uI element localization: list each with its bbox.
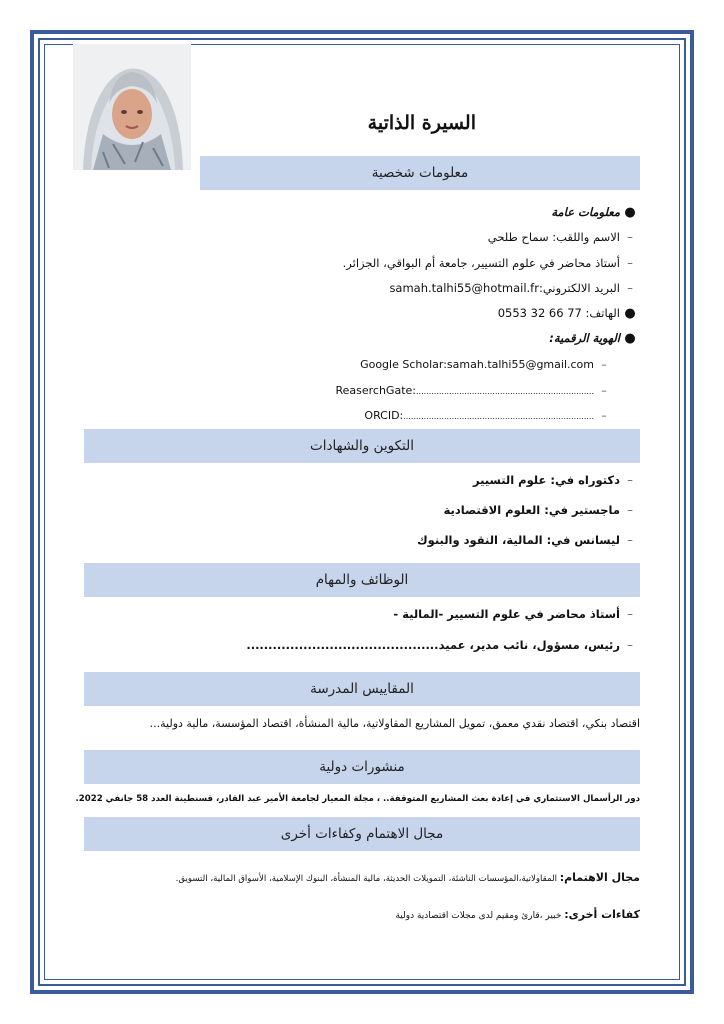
degree-value: المالية، النقود والبنوك: [417, 533, 547, 547]
section-header-education: التكوين والشهادات: [84, 429, 640, 463]
interest-item: [176, 870, 640, 884]
phone-label: الهاتف:: [585, 306, 620, 320]
email-item: [389, 281, 640, 295]
dash-icon: –: [627, 638, 633, 652]
job-item: [393, 607, 640, 621]
dash-icon: –: [627, 473, 633, 487]
orcid-item: [364, 409, 614, 422]
dash-icon: –: [601, 409, 607, 422]
position-text: أستاذ محاضر في علوم التسيير، جامعة أم البواقي، الجزائر.: [342, 256, 620, 270]
dash-icon: –: [627, 503, 633, 517]
bullet-icon: ●: [624, 205, 636, 220]
dash-icon: –: [601, 384, 607, 397]
digital-id-heading: الهوية الرقمية:: [549, 331, 620, 345]
profile-photo: [73, 44, 191, 170]
section-header-publications: منشورات دولية: [84, 750, 640, 784]
general-info-heading: معلومات عامة: [551, 205, 620, 219]
phone-item: [498, 306, 640, 321]
researchgate-value: ......................................................................: [415, 387, 594, 396]
education-item: [417, 533, 640, 547]
bullet-icon: ●: [624, 331, 636, 346]
skills-label: كفاءات أخرى:: [564, 908, 640, 921]
job-value: ............................................: [246, 638, 439, 652]
section-header-personal: معلومات شخصية: [200, 156, 640, 190]
page-title: السيرة الذاتية: [367, 112, 476, 134]
publication-text: دور الرأسمال الاستثماري في إعادة بعث المشاريع المتوقفة.. ، مجلة المعيار لجامعة الأمير عبد القادر، قسنطينة العدد 58 جانفي 2022.: [75, 794, 640, 804]
scholar-value[interactable]: samah.talhi55@gmail.com: [446, 358, 594, 371]
dash-icon: –: [601, 358, 607, 371]
degree-label: ليسانس في:: [546, 533, 620, 547]
skills-item: [395, 907, 640, 921]
dash-icon: –: [627, 230, 633, 244]
general-info-item: [551, 205, 640, 220]
position-item: [343, 256, 640, 270]
name-item: [488, 230, 640, 244]
job-item: [246, 638, 640, 652]
interest-value: المقاولاتية،المؤسسات الناشئة، التمويلات الحديثة، مالية المنشأة، البنوك الإسلامية، الأسواق المالية، التسويق.: [175, 874, 560, 884]
section-header-courses: المقاييس المدرسة: [84, 672, 640, 706]
phone-value: 0553 32 66 77: [497, 306, 582, 320]
job-label: أستاذ محاضر في: [524, 607, 620, 621]
scholar-item: [360, 358, 614, 371]
dash-icon: –: [627, 607, 633, 621]
name-text: الاسم واللقب: سماح طلحي: [487, 230, 620, 244]
education-item: [473, 473, 640, 487]
degree-value: العلوم الاقتصادية: [443, 503, 545, 517]
section-header-interests: مجال الاهتمام وكفاءات أخرى: [84, 817, 640, 851]
scholar-label: Google Scholar:: [360, 358, 447, 371]
researchgate-item: [335, 384, 614, 397]
degree-label: ماجستير في:: [544, 503, 620, 517]
dash-icon: –: [627, 533, 633, 547]
courses-text: اقتصاد بنكي، اقتصاد نقدي معمق، تمويل المشاريع المقاولاتية، مالية المنشأة، اقتصاد المؤسسة، مالية دولية...: [149, 717, 640, 730]
job-value: علوم التسيير -المالية -: [393, 607, 525, 621]
interest-label: مجال الاهتمام:: [559, 871, 640, 884]
digital-id-item: [549, 331, 640, 346]
email-value[interactable]: samah.talhi55@hotmail.fr: [389, 281, 539, 295]
section-header-jobs: الوظائف والمهام: [84, 563, 640, 597]
orcid-value: ...........................................................................: [403, 412, 594, 421]
researchgate-label: ReaserchGate:: [335, 384, 416, 397]
education-item: [444, 503, 640, 517]
dash-icon: –: [627, 281, 633, 295]
email-label: البريد الالكتروني:: [538, 281, 620, 295]
skills-value: خبير ،قارئ ومقيم لدى مجلات اقتصادية دولية: [395, 911, 565, 921]
job-label: رئيس، مسؤول، نائب مدير، عميد: [438, 638, 620, 652]
dash-icon: –: [627, 256, 633, 270]
degree-value: علوم التسيير: [472, 473, 551, 487]
bullet-icon: ●: [624, 306, 636, 321]
orcid-label: ORCID:: [364, 409, 404, 422]
degree-label: دكتوراه في:: [550, 473, 620, 487]
